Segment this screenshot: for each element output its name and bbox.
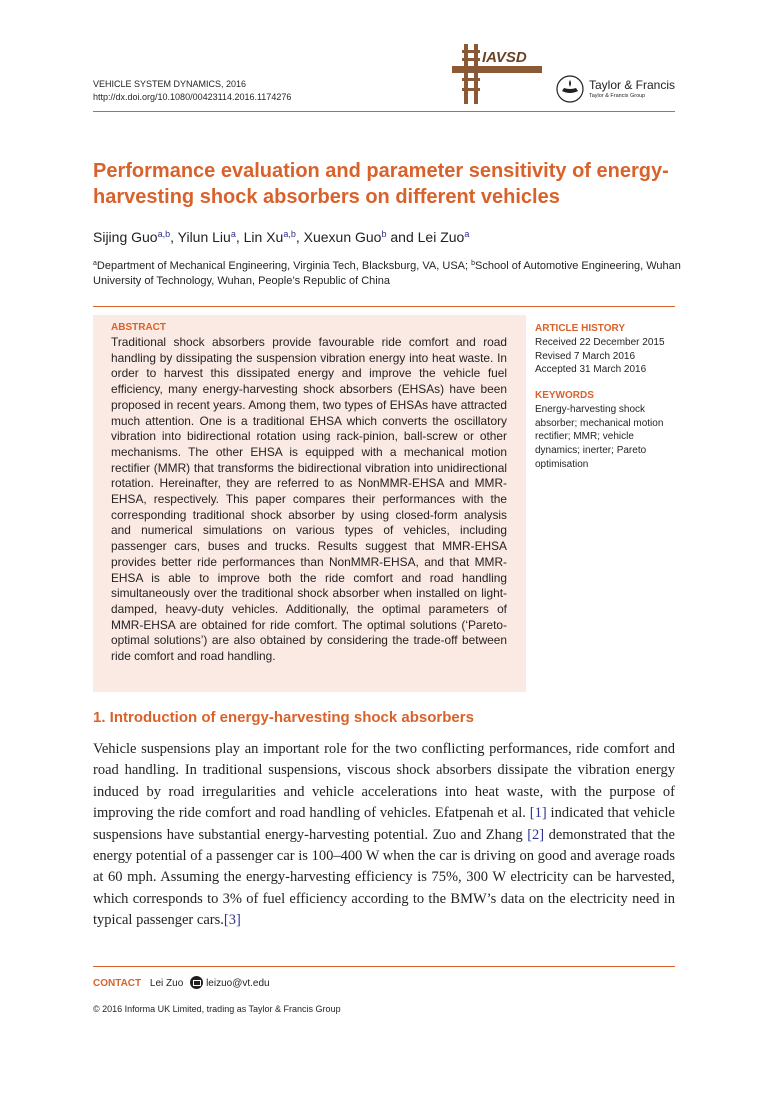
publisher-name: Taylor & Francis xyxy=(589,78,676,92)
contact-label: CONTACT xyxy=(93,978,142,989)
abstract-text: Traditional shock absorbers provide favourable ride comfort and road handling by dissipating the suspension vibration energy into heat waste. In order to harvest this dissipated energy and improve the vehicle fuel efficiency, many energy-harvesting shock absorbers (EHSAs) have been proposed in recent years. Among them, two types of EHSAs have attracted much attention. One is a traditional EHSA which converts the oscillatory vibration into bidirectional rotation using rack-pinion, ball-screw or other mechanisms. The other EHSA is equipped with a mechanical motion rectifier (MMR) that transforms the bidirectional vibration into unidirectional rotation. Hereinafter, they are referred to as NonMMR-EHSA and MMR-EHSA, respectively. This paper compares their performances with the corresponding traditional shock absorber by using closed-form analysis and numerical simulations on various types of vehicles, including passenger cars, buses and trucks. Results suggest that MMR-EHSA provides better ride performances than NonMMR-EHSA, and that MMR-EHSA is able to improve both the ride comfort and road handling simultaneously over the traditional shock absorber when installed on light-damped, heavy-duty vehicles. Additionally, the optimal parameters of MMR-EHSA are obtained for ride comfort. The optimal solutions (‘Pareto-optimal solutions’) are also obtained by considering the trade-off between ride comfort and road handling. xyxy=(111,335,507,664)
contact-email[interactable]: leizuo@vt.edu xyxy=(206,978,270,989)
article-title: Performance evaluation and parameter sensitivity of energy-harvesting shock absorbers on different vehicles xyxy=(93,160,669,208)
author-separator: , xyxy=(295,229,304,245)
author-name: Lei Zuo xyxy=(417,229,465,245)
affil-rule xyxy=(93,306,675,307)
author-affiliation-mark: a xyxy=(230,229,236,239)
header-rule xyxy=(93,111,675,112)
author-separator: and xyxy=(386,229,418,245)
iavsd-logo-text: IAVSD xyxy=(482,49,527,66)
iavsd-logo xyxy=(452,44,542,104)
author-affiliation-mark: a,b xyxy=(157,229,171,239)
keywords xyxy=(535,389,680,472)
section-heading: 1. Introduction of energy-harvesting shock absorbers xyxy=(93,709,474,726)
author-separator: , xyxy=(235,229,244,245)
publisher-group: Taylor & Francis Group xyxy=(589,93,646,99)
body-text-part2: indicated that vehicle suspensions have substantial energy-harvesting potential. Zuo and Zhang xyxy=(93,805,675,843)
received-date: Received 22 December 2015 xyxy=(535,336,665,348)
author-affiliation-mark: a,b xyxy=(283,229,296,239)
author-name: Lin Xu xyxy=(243,229,284,245)
contact-name: Lei Zuo xyxy=(149,978,184,989)
keywords-heading: KEYWORDS xyxy=(535,390,594,401)
revised-date: Revised 7 March 2016 xyxy=(535,350,636,362)
article-history-heading: ARTICLE HISTORY xyxy=(535,323,626,334)
footer-rule xyxy=(93,966,675,967)
lamp-icon xyxy=(555,74,585,104)
reference-link-2[interactable]: [2] xyxy=(527,826,545,843)
reference-link-3[interactable]: [3] xyxy=(223,912,241,929)
publisher-logo xyxy=(555,72,685,104)
copyright-notice: © 2016 Informa UK Limited, trading as Taylor & Francis Group xyxy=(93,1004,341,1014)
journal-name: VEHICLE SYSTEM DYNAMICS, 2016 xyxy=(93,79,247,89)
author-name: Sijing Guo xyxy=(93,229,158,245)
email-icon xyxy=(190,976,203,989)
body-text-part1: Vehicle suspensions play an important role for the two conflicting performances, ride comfort and road handling. In traditional suspensions, viscous shock absorbers dissipate the vibration energy induced by road irregularities and vehicle accelerations into heat waste, with the purpose of improving the ride comfort and road handling of vehicles. Efatpenah et al. xyxy=(93,741,675,822)
body-text-part3: demonstrated that the energy potential of a passenger car is 100–400 W when the car is driving on good and average roads at 60 mph. Assuming the energy-harvesting efficiency is 75%, 300 W electricity can be harvested, which corresponds to 3% of fuel efficiency according to the BMW’s data on the electricity need in typical passenger cars. xyxy=(93,826,675,929)
affil-a-mark: a xyxy=(93,260,97,267)
article-history xyxy=(535,322,685,377)
affil-b-text: School of Automotive Engineering, Wuhan University of Technology, Wuhan, People’s Republic of China xyxy=(93,260,681,287)
affiliations xyxy=(93,259,693,289)
abstract-heading: ABSTRACT xyxy=(111,322,166,333)
accepted-date: Accepted 31 March 2016 xyxy=(535,364,647,376)
abstract-box xyxy=(93,315,526,692)
author-name: Xuexun Guo xyxy=(303,229,382,245)
author-name: Yilun Liu xyxy=(177,229,231,245)
contact-line xyxy=(93,976,270,989)
author-list xyxy=(93,228,469,246)
keywords-text: Energy-harvesting shock absorber; mechanical motion rectifier; MMR; vehicle dynamics; inerter; Pareto optimisation xyxy=(535,403,664,470)
journal-info xyxy=(93,78,291,104)
affil-b-mark: b xyxy=(471,260,476,267)
affil-a-text: Department of Mechanical Engineering, Virginia Tech, Blacksburg, VA, USA; xyxy=(96,260,472,272)
doi-link[interactable]: http://dx.doi.org/10.1080/00423114.2016.1174276 xyxy=(93,92,292,102)
author-affiliation-mark: b xyxy=(381,229,387,239)
author-affiliation-mark: a xyxy=(464,229,470,239)
author-separator: , xyxy=(170,229,178,245)
body-paragraph xyxy=(93,739,675,932)
reference-link-1[interactable]: [1] xyxy=(529,805,547,822)
